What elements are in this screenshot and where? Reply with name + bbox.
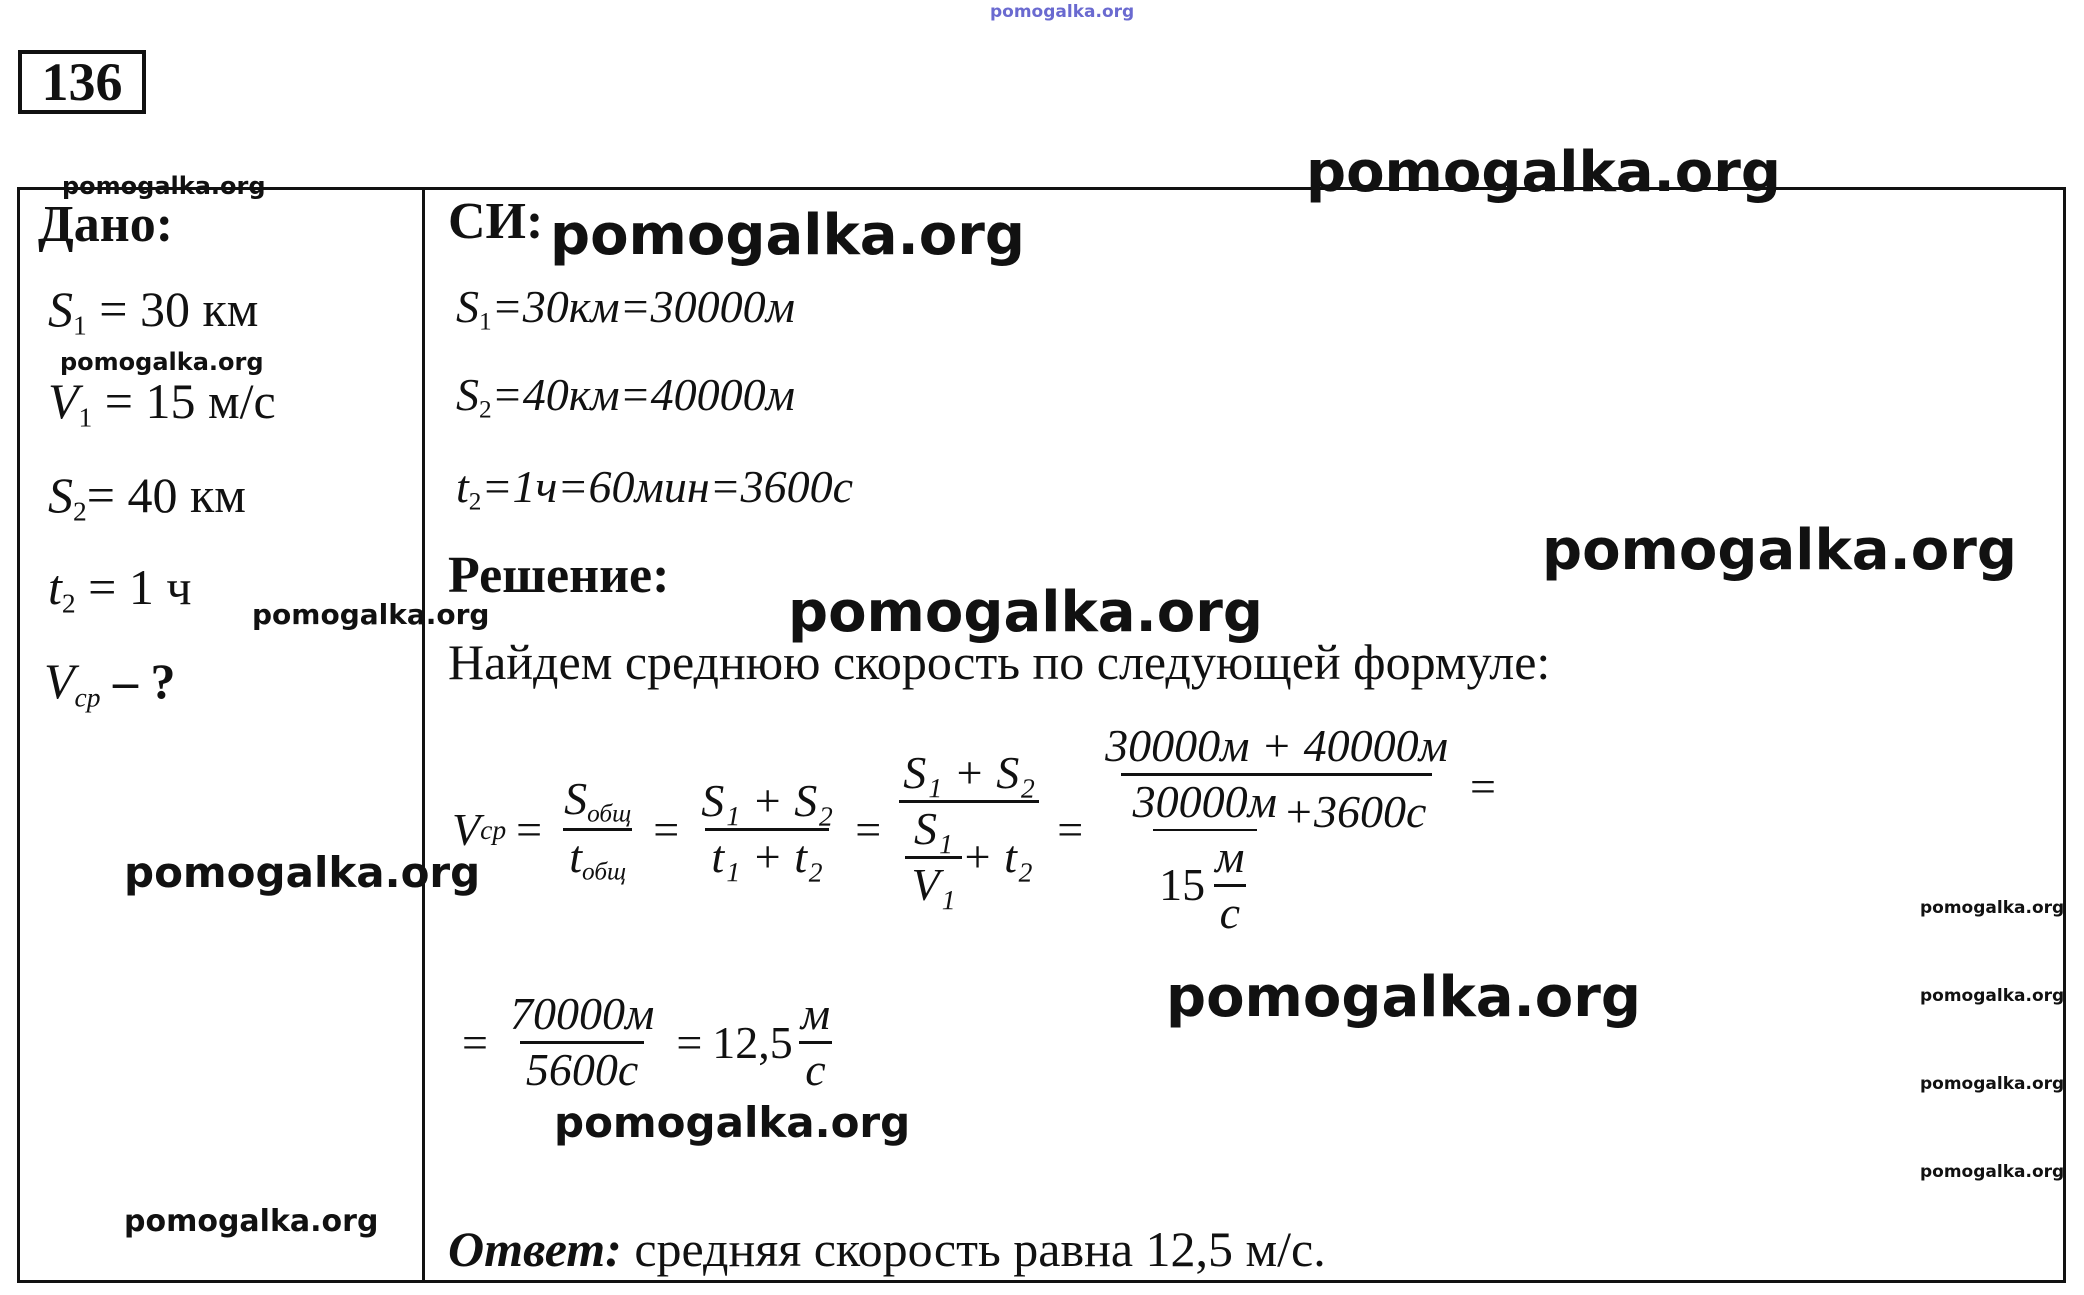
watermark: pomogalka.org bbox=[124, 1204, 379, 1239]
given-item-t2: $t_2 = 1$ ч bbox=[48, 559, 192, 619]
given-item-v1: $V_1 = 15$ м/с bbox=[48, 373, 276, 433]
fraction-sum: $\frac{\text{S₁ + S₂}}{\text{t₁ + t₂}}$ bbox=[701, 775, 834, 883]
problem-number: 136 bbox=[18, 50, 146, 114]
watermark: pomogalka.org bbox=[1542, 518, 2017, 583]
answer: Ответ: средняя скорость равна 12,5 м/с. bbox=[448, 1221, 1326, 1277]
watermark: pomogalka.org bbox=[550, 203, 1025, 268]
watermark: pomogalka.org bbox=[1920, 898, 2065, 918]
formula-average-speed: V ср = $\frac{S_{общ}}{t_{общ}}$ = $\frac{\text{S₁ + S₂}}{\text{t₁ + t₂}}$ = S₁ + S₂ $\frac{\text{S₁}}{\text{V₁}}$ + t₂ = 30000м + 40000м 30000м 15 $\frac{м}{с}$ +3600с = bbox=[452, 720, 1496, 938]
watermark: pomogalka.org bbox=[1920, 1074, 2065, 1094]
watermark-top: pomogalka.org bbox=[990, 2, 1135, 22]
watermark: pomogalka.org bbox=[1920, 986, 2065, 1006]
watermark: pomogalka.org bbox=[1166, 965, 1641, 1030]
column-divider bbox=[422, 187, 425, 1283]
watermark: pomogalka.org bbox=[1306, 140, 1781, 205]
formula-result: = $\frac{70000м}{5600с}$ = 12,5 $\frac{м}{с}$ bbox=[462, 988, 831, 1095]
watermark: pomogalka.org bbox=[62, 172, 266, 200]
given-item-s2: $S_2= 40$ км bbox=[48, 467, 246, 527]
solution-intro: Найдем среднюю скорость по следующей формуле: bbox=[448, 634, 1551, 690]
given-title: Дано: bbox=[38, 196, 174, 253]
watermark: pomogalka.org bbox=[252, 598, 490, 631]
watermark: pomogalka.org bbox=[554, 1098, 911, 1147]
given-item-unknown: $V_{ср}$ – ? bbox=[44, 653, 176, 713]
watermark: pomogalka.org bbox=[124, 848, 481, 897]
fraction-expanded: S₁ + S₂ $\frac{\text{S₁}}{\text{V₁}}$ + t₂ bbox=[897, 747, 1041, 912]
watermark: pomogalka.org bbox=[788, 580, 1263, 645]
si-line-s2: $S_2=40км=40000м$ bbox=[456, 369, 795, 424]
given-item-s1: $S_1 = 30$ км bbox=[48, 281, 259, 341]
solution-title: Решение: bbox=[448, 547, 670, 604]
fraction-numeric: 30000м + 40000м 30000м 15 $\frac{м}{с}$ +3600с bbox=[1105, 720, 1448, 938]
watermark: pomogalka.org bbox=[1920, 1162, 2065, 1182]
si-line-s1: $S_1=30км=30000м$ bbox=[456, 281, 795, 336]
si-line-t2: $t_2=1ч=60мин=3600с$ bbox=[456, 461, 854, 516]
fraction-total: $\frac{S_{общ}}{t_{общ}}$ bbox=[564, 772, 632, 886]
si-title: СИ: bbox=[448, 193, 544, 250]
watermark: pomogalka.org bbox=[60, 348, 264, 376]
